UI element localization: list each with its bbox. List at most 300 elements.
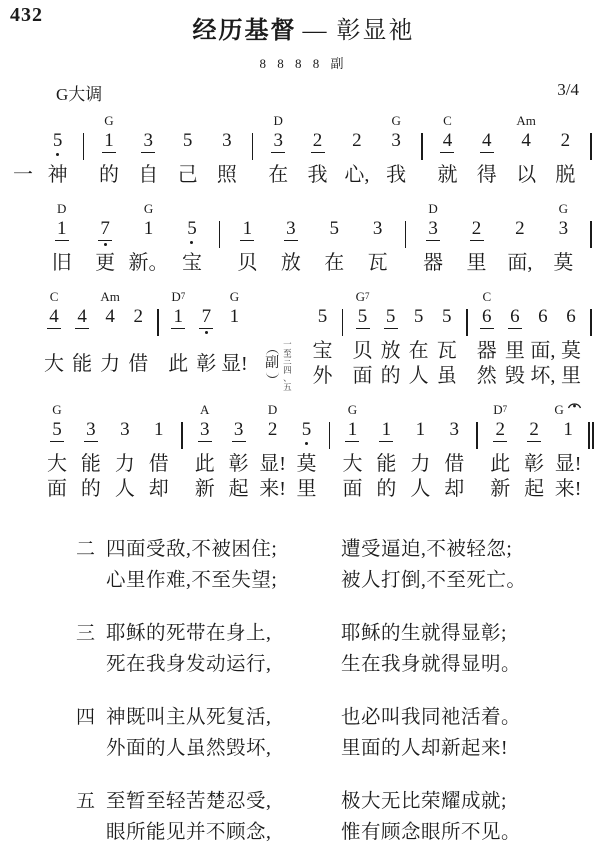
double-barline-column bbox=[585, 402, 597, 449]
chord-label: Am bbox=[516, 113, 536, 128]
note-duration-marks bbox=[190, 239, 193, 249]
barline-column bbox=[461, 289, 473, 336]
lyric-syllable-row2: 来! bbox=[259, 478, 286, 500]
eighth-underline bbox=[198, 441, 212, 442]
note-column bbox=[40, 402, 74, 502]
chord-label: G bbox=[554, 402, 581, 420]
note-column bbox=[529, 289, 557, 389]
note-column bbox=[142, 402, 176, 502]
chord-label: C bbox=[482, 289, 492, 304]
note bbox=[84, 420, 98, 452]
note-digit: 5 bbox=[52, 419, 62, 440]
barline bbox=[405, 221, 407, 248]
note-duration-marks bbox=[527, 440, 541, 450]
verse-line bbox=[106, 534, 607, 565]
note-duration-marks bbox=[470, 239, 484, 249]
lyric-syllable: 在 bbox=[324, 252, 345, 274]
verse-half-line: 外面的人虽然毁坏, bbox=[106, 738, 272, 759]
key-label: G大调 bbox=[56, 85, 103, 104]
note-digit: 7 bbox=[201, 306, 212, 327]
verse-line bbox=[106, 565, 607, 596]
note-digit: 2 bbox=[471, 218, 482, 239]
note bbox=[345, 420, 359, 452]
chord-label: G bbox=[52, 402, 62, 417]
verse bbox=[0, 786, 607, 848]
lyric-syllable-row2: 虽 bbox=[436, 365, 457, 387]
barline bbox=[592, 422, 594, 449]
lyric-syllable-row2: 坏, bbox=[530, 365, 556, 387]
note bbox=[133, 307, 143, 339]
note-duration-marks bbox=[440, 151, 454, 161]
lyric-syllable: 里 bbox=[466, 252, 487, 274]
note bbox=[144, 219, 154, 251]
note-digit: 1 bbox=[347, 419, 358, 440]
lyric-syllable-row2: 然 bbox=[476, 365, 497, 387]
note-column bbox=[40, 201, 83, 276]
music-system bbox=[0, 289, 607, 392]
lyric-syllable: 照 bbox=[216, 164, 237, 186]
note bbox=[356, 307, 370, 339]
lyric-syllable-row2: 的 bbox=[80, 478, 101, 500]
verse-range-top bbox=[283, 340, 292, 366]
note-column bbox=[290, 402, 324, 502]
verse-body bbox=[106, 702, 607, 764]
lyric-syllable-row2: 人 bbox=[114, 478, 135, 500]
note bbox=[391, 131, 401, 163]
note bbox=[470, 219, 484, 251]
time-signature: 3/4 bbox=[557, 80, 579, 99]
eighth-underline bbox=[480, 328, 494, 329]
barline bbox=[590, 309, 592, 336]
lyric-syllable: 器 bbox=[476, 340, 497, 362]
note bbox=[55, 219, 69, 251]
note-digit: 2 bbox=[515, 218, 525, 239]
eighth-underline bbox=[232, 441, 246, 442]
verse-half-line: 耶稣的生就得显彰; bbox=[341, 623, 507, 644]
low-octave-dot bbox=[205, 331, 208, 334]
note-digit: 5 bbox=[329, 218, 339, 239]
note-digit: 1 bbox=[104, 130, 114, 151]
lyric-syllable: 莫 bbox=[560, 340, 581, 362]
meter-label: 8 8 8 8 副 bbox=[259, 56, 348, 71]
lyric-syllable: 显! bbox=[554, 453, 582, 475]
note bbox=[271, 131, 285, 163]
note-column bbox=[164, 289, 192, 389]
barline-column bbox=[176, 402, 188, 449]
lyric-syllable-row2: 里 bbox=[296, 478, 317, 500]
note bbox=[75, 307, 89, 339]
note bbox=[141, 131, 155, 163]
note-duration-marks bbox=[356, 327, 370, 337]
eighth-underline bbox=[493, 441, 507, 442]
lyric-syllable: 此 bbox=[194, 453, 215, 475]
lyric-syllable: 大 bbox=[342, 453, 363, 475]
note-digit: 4 bbox=[105, 306, 115, 327]
note-column bbox=[546, 113, 585, 188]
note bbox=[538, 307, 548, 339]
note-digit: 1 bbox=[563, 419, 573, 440]
note bbox=[515, 219, 525, 251]
note-duration-marks bbox=[198, 440, 212, 450]
note-digit: 3 bbox=[558, 218, 569, 239]
note bbox=[480, 307, 494, 339]
note bbox=[232, 420, 246, 452]
lyric-syllable: 彰 bbox=[524, 453, 545, 475]
eighth-underline bbox=[508, 328, 522, 329]
lyric-syllable-row2: 人 bbox=[410, 478, 431, 500]
verse-line bbox=[106, 618, 607, 649]
lyric-syllable-row2: 面 bbox=[342, 478, 363, 500]
note-column bbox=[517, 402, 551, 502]
note-column bbox=[38, 113, 77, 188]
note-digit: 6 bbox=[510, 306, 520, 327]
lyric-syllable-row2: 却 bbox=[444, 478, 465, 500]
note-digit: 5 bbox=[441, 306, 452, 327]
note bbox=[240, 219, 254, 251]
note-column bbox=[170, 201, 213, 276]
barline-column bbox=[399, 201, 411, 248]
eighth-underline bbox=[440, 152, 454, 153]
eighth-underline bbox=[84, 441, 98, 442]
barline-column bbox=[214, 201, 226, 248]
note bbox=[268, 420, 278, 452]
note-digit: 1 bbox=[154, 419, 164, 440]
eighth-underline bbox=[379, 441, 393, 442]
lyric-syllable: 在 bbox=[408, 340, 429, 362]
lyric-syllable: 贝 bbox=[352, 340, 373, 362]
eighth-underline bbox=[426, 240, 440, 241]
note-digit: 2 bbox=[352, 130, 362, 151]
note-column bbox=[349, 289, 377, 389]
lyric-syllable-row2: 新 bbox=[490, 478, 511, 500]
hymn-title bbox=[0, 0, 607, 45]
note-digit: 5 bbox=[301, 419, 312, 440]
note bbox=[187, 219, 197, 251]
note-column bbox=[188, 402, 222, 502]
lyric-syllable: 以 bbox=[516, 164, 537, 186]
lyric-syllable: 能 bbox=[72, 352, 93, 375]
barline bbox=[342, 309, 344, 336]
note bbox=[414, 307, 424, 339]
note-duration-marks bbox=[232, 440, 246, 450]
barline bbox=[590, 221, 592, 248]
note-column bbox=[226, 201, 269, 276]
verse-body bbox=[106, 786, 607, 848]
lyric-syllable: 借 bbox=[444, 453, 465, 475]
eighth-underline bbox=[384, 328, 398, 329]
chord-label: G bbox=[104, 113, 114, 128]
lyric-syllable: 大 bbox=[46, 453, 67, 475]
note-digit: 3 bbox=[372, 218, 383, 239]
refrain-marker-column bbox=[248, 289, 308, 392]
note-column bbox=[498, 201, 541, 276]
note bbox=[284, 219, 298, 251]
lyric-syllable: 器 bbox=[423, 252, 444, 274]
lyric-syllable: 自 bbox=[138, 164, 159, 186]
lyric-syllable: 放 bbox=[280, 252, 301, 274]
paren-bottom-icon bbox=[266, 372, 279, 378]
note-digit: 2 bbox=[312, 130, 323, 151]
chord-label: G bbox=[229, 289, 240, 304]
eighth-underline bbox=[102, 152, 116, 153]
verse-range-bottom bbox=[283, 366, 292, 392]
verse-body bbox=[106, 534, 607, 596]
barline-column bbox=[337, 289, 349, 336]
note bbox=[352, 131, 362, 163]
lyric-syllable: 莫 bbox=[553, 252, 574, 274]
note bbox=[508, 307, 522, 339]
note bbox=[222, 131, 232, 163]
note-duration-marks bbox=[98, 239, 112, 249]
verse-body bbox=[106, 618, 607, 680]
low-octave-dot bbox=[190, 241, 193, 244]
note-column bbox=[483, 402, 517, 502]
verse-half-line: 遭受逼迫,不被轻忽; bbox=[341, 539, 513, 560]
refrain-label: 副 bbox=[265, 356, 280, 371]
note-duration-marks bbox=[493, 440, 507, 450]
note-duration-marks bbox=[508, 327, 522, 337]
vertical-parenthesis bbox=[265, 350, 279, 378]
note bbox=[329, 219, 339, 251]
verse-number: 四 bbox=[76, 707, 96, 728]
eighth-underline bbox=[171, 328, 185, 329]
note bbox=[373, 219, 383, 251]
note-column bbox=[68, 289, 96, 389]
note-column bbox=[127, 201, 170, 276]
lyric-syllable: 瓦 bbox=[367, 252, 388, 274]
lyric-syllable: 在 bbox=[268, 164, 289, 186]
note-column bbox=[551, 402, 585, 502]
refrain-marker bbox=[265, 339, 292, 392]
note-digit: 3 bbox=[286, 218, 296, 239]
lyric-syllable: 此 bbox=[490, 453, 511, 475]
lyric-syllable: 的 bbox=[98, 164, 119, 186]
note bbox=[566, 307, 576, 339]
note bbox=[105, 307, 115, 339]
eighth-underline bbox=[98, 240, 112, 241]
note bbox=[480, 131, 494, 163]
verse-half-line: 眼所能见并不顾念, bbox=[106, 822, 272, 843]
note-digit: 4 bbox=[482, 130, 492, 151]
note bbox=[416, 420, 426, 452]
verse bbox=[0, 534, 607, 596]
note-duration-marks bbox=[384, 327, 398, 337]
chord-label: A bbox=[200, 402, 210, 417]
note-digit: 1 bbox=[381, 419, 392, 440]
chord-label: G bbox=[558, 201, 569, 216]
note bbox=[527, 420, 541, 452]
range-char: 至 bbox=[283, 347, 292, 358]
hymn-number: 432 bbox=[10, 4, 43, 26]
lyric-syllable-row2: 毁 bbox=[504, 365, 525, 387]
chord-label: D $_7$ bbox=[493, 402, 508, 417]
note-column bbox=[40, 289, 68, 389]
key-time-row bbox=[56, 80, 579, 105]
verse bbox=[0, 618, 607, 680]
barline bbox=[181, 422, 183, 449]
note-digit: 3 bbox=[120, 419, 130, 440]
lyric-syllable-row2: 外 bbox=[312, 365, 333, 387]
note-column bbox=[433, 289, 461, 389]
note-digit: 3 bbox=[391, 130, 401, 151]
lyric-syllable: 宝 bbox=[312, 340, 333, 362]
lyric-syllable: 力 bbox=[410, 453, 431, 475]
verse-half-line: 四面受敌,不被困住; bbox=[106, 539, 278, 560]
verse-number: 三 bbox=[76, 623, 96, 644]
lyric-syllable: 贝 bbox=[237, 252, 258, 274]
note-digit: 5 bbox=[317, 306, 328, 327]
note-digit: 3 bbox=[199, 419, 210, 440]
note-column bbox=[377, 289, 405, 389]
barline-column bbox=[585, 201, 597, 248]
note bbox=[318, 307, 328, 339]
lyric-syllable: 借 bbox=[148, 453, 169, 475]
verse-half-line: 神既叫主从死复活, bbox=[106, 707, 272, 728]
note-column bbox=[96, 289, 124, 389]
note-column bbox=[256, 402, 290, 502]
lyric-syllable: 神 bbox=[47, 164, 68, 186]
note-column bbox=[467, 113, 506, 188]
note-digit: 4 bbox=[442, 130, 453, 151]
note-digit: 5 bbox=[182, 130, 193, 151]
range-char: 四 bbox=[283, 364, 292, 375]
lyric-syllable: 借 bbox=[128, 352, 149, 375]
eighth-underline bbox=[199, 328, 213, 329]
lyric-syllable: 大 bbox=[44, 352, 65, 375]
eighth-underline bbox=[284, 240, 298, 241]
chord-label: D $_7$ bbox=[171, 289, 186, 304]
note-digit: 5 bbox=[187, 218, 197, 239]
eighth-underline bbox=[356, 328, 370, 329]
note-digit: 3 bbox=[143, 130, 154, 151]
note-duration-marks bbox=[55, 239, 69, 249]
note bbox=[102, 131, 116, 163]
chord-label: D bbox=[428, 201, 438, 216]
eighth-underline bbox=[50, 441, 64, 442]
lyric-syllable: 我 bbox=[307, 164, 328, 186]
verse-half-line: 死在我身发动运行, bbox=[106, 654, 272, 675]
note-column bbox=[428, 113, 467, 188]
note-digit: 1 bbox=[415, 419, 426, 440]
note bbox=[561, 131, 571, 163]
note-digit: 6 bbox=[538, 306, 548, 327]
hymn-title-sub: — 彰显祂 bbox=[302, 18, 415, 44]
note bbox=[154, 420, 164, 452]
range-char: 、 bbox=[283, 373, 292, 383]
note-duration-marks bbox=[305, 440, 308, 450]
note-column bbox=[74, 402, 108, 502]
note bbox=[442, 307, 452, 339]
chord-label: C bbox=[443, 113, 452, 128]
verse-line bbox=[106, 817, 607, 848]
barline bbox=[590, 133, 592, 160]
note-column bbox=[542, 201, 585, 276]
verse-half-line: 生在我身就得显明。 bbox=[341, 654, 522, 675]
barline bbox=[329, 422, 331, 449]
chord-label: D bbox=[267, 402, 278, 417]
note-column bbox=[89, 113, 128, 188]
range-char: 一 bbox=[283, 339, 292, 349]
note-column bbox=[313, 201, 356, 276]
note-column bbox=[405, 289, 433, 389]
eighth-underline bbox=[47, 328, 61, 329]
note-digit: 4 bbox=[521, 130, 531, 151]
note-column bbox=[192, 289, 220, 389]
verse-half-line: 惟有顾念眼所不见。 bbox=[341, 822, 522, 843]
lyric-syllable: 力 bbox=[100, 352, 121, 375]
verse-half-line: 极大无比荣耀成就; bbox=[341, 791, 507, 812]
note-column bbox=[501, 289, 529, 389]
lyric-syllable: 得 bbox=[476, 164, 497, 186]
note-duration-marks bbox=[56, 151, 59, 161]
note-digit: 4 bbox=[77, 306, 87, 327]
chord-label: D bbox=[57, 201, 67, 216]
chord-label: Am bbox=[100, 289, 120, 304]
note-column bbox=[455, 201, 498, 276]
eighth-underline bbox=[311, 152, 325, 153]
note-duration-marks bbox=[171, 327, 185, 337]
note-column bbox=[308, 289, 336, 389]
note bbox=[521, 131, 531, 163]
note-digit: 3 bbox=[233, 419, 244, 440]
note-duration-marks bbox=[199, 327, 213, 337]
verse-half-line: 耶稣的死带在身上, bbox=[106, 623, 272, 644]
eighth-underline bbox=[480, 152, 494, 153]
note-digit: 5 bbox=[385, 306, 396, 327]
lyric-syllable: 能 bbox=[80, 453, 101, 475]
lyric-syllable: 新。 bbox=[128, 252, 169, 274]
note-digit: 2 bbox=[267, 419, 278, 440]
chord-label: D bbox=[273, 113, 283, 128]
verse-line bbox=[106, 649, 607, 680]
verse-number-column bbox=[8, 113, 38, 188]
eighth-underline bbox=[75, 328, 89, 329]
note-duration-marks bbox=[284, 239, 298, 249]
note-column bbox=[259, 113, 298, 188]
lyric-syllable: 脱 bbox=[555, 164, 576, 186]
note-digit: 1 bbox=[173, 306, 184, 327]
barline bbox=[219, 221, 221, 248]
low-octave-dot bbox=[305, 442, 308, 445]
lyric-syllable: 面, bbox=[507, 252, 533, 274]
note-digit: 2 bbox=[529, 419, 539, 440]
note-digit: 5 bbox=[52, 130, 63, 151]
verses-section bbox=[0, 534, 607, 848]
low-octave-dot bbox=[56, 153, 59, 156]
chord-label: G bbox=[347, 402, 358, 417]
music-notation bbox=[0, 113, 607, 502]
note bbox=[171, 307, 185, 339]
verse-line bbox=[106, 786, 607, 817]
note-duration-marks bbox=[379, 440, 393, 450]
note bbox=[120, 420, 130, 452]
lyric-syllable: 里 bbox=[504, 340, 525, 362]
verse-half-line: 里面的人却新起来! bbox=[341, 738, 508, 759]
hymn-title-main: 经历基督 bbox=[192, 18, 297, 44]
verse bbox=[0, 702, 607, 764]
music-system bbox=[0, 402, 607, 502]
note-column bbox=[356, 201, 399, 276]
note bbox=[198, 420, 212, 452]
note-digit: 3 bbox=[273, 130, 283, 151]
note bbox=[98, 219, 112, 251]
note-column bbox=[220, 289, 248, 389]
note-duration-marks bbox=[50, 440, 64, 450]
note-digit: 6 bbox=[482, 306, 492, 327]
lyric-syllable: 面, bbox=[530, 340, 556, 362]
eighth-underline bbox=[271, 152, 285, 153]
barline bbox=[588, 422, 590, 449]
